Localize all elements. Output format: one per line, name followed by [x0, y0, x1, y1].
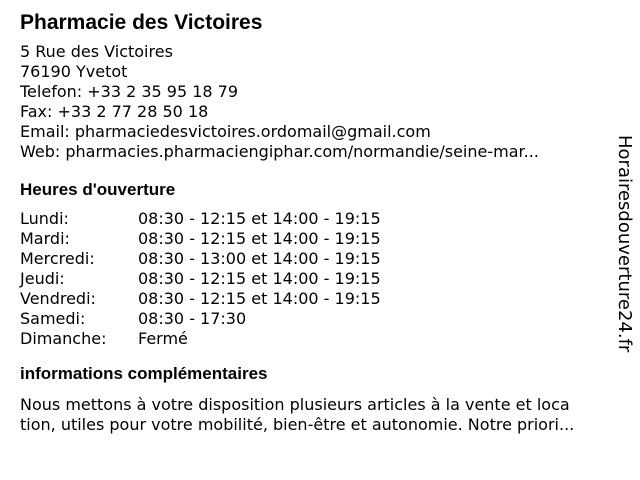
time-range: Fermé — [138, 329, 188, 348]
pharmacy-name: Pharmacie des Victoires — [20, 11, 263, 34]
day-label: Jeudi: — [20, 269, 65, 288]
time-range: 08:30 - 12:15 et 14:00 - 19:15 — [138, 289, 381, 308]
hours-row-friday — [20, 289, 620, 309]
hours-heading: Heures d'ouverture — [20, 180, 176, 199]
hours-row-monday — [20, 209, 620, 229]
hours-row-tuesday — [20, 229, 620, 249]
email-address[interactable]: Email: pharmaciedesvictoires.ordomail@gmail.com — [20, 122, 431, 141]
hours-row-thursday — [20, 269, 620, 289]
time-range: 08:30 - 13:00 et 14:00 - 19:15 — [138, 249, 381, 268]
site-watermark: Horairesdouverture24.fr — [614, 135, 635, 353]
time-range: 08:30 - 12:15 et 14:00 - 19:15 — [138, 269, 381, 288]
day-label: Lundi: — [20, 209, 69, 228]
address-line-2: 76190 Yvetot — [20, 62, 128, 81]
fax-number: Fax: +33 2 77 28 50 18 — [20, 102, 209, 121]
day-label: Mercredi: — [20, 249, 95, 268]
time-range: 08:30 - 12:15 et 14:00 - 19:15 — [138, 209, 381, 228]
info-text-line-2: tion, utiles pour votre mobilité, bien-être et autonomie. Notre priori... — [20, 415, 575, 434]
hours-row-saturday — [20, 309, 620, 329]
hours-row-sunday — [20, 329, 620, 349]
time-range: 08:30 - 12:15 et 14:00 - 19:15 — [138, 229, 381, 248]
pharmacy-card — [20, 10, 620, 435]
time-range: 08:30 - 17:30 — [138, 309, 247, 328]
phone-number[interactable]: Telefon: +33 2 35 95 18 79 — [20, 82, 239, 101]
info-heading: informations complémentaires — [20, 364, 268, 383]
info-text-line-1: Nous mettons à votre disposition plusieurs articles à la vente et loca — [20, 395, 570, 414]
hours-row-wednesday — [20, 249, 620, 269]
day-label: Samedi: — [20, 309, 86, 328]
day-label: Vendredi: — [20, 289, 96, 308]
day-label: Mardi: — [20, 229, 70, 248]
opening-hours-table — [20, 209, 620, 349]
day-label: Dimanche: — [20, 329, 107, 348]
address-line-1: 5 Rue des Victoires — [20, 42, 173, 61]
website-link[interactable]: Web: pharmacies.pharmaciengiphar.com/normandie/seine-mar... — [20, 142, 539, 161]
